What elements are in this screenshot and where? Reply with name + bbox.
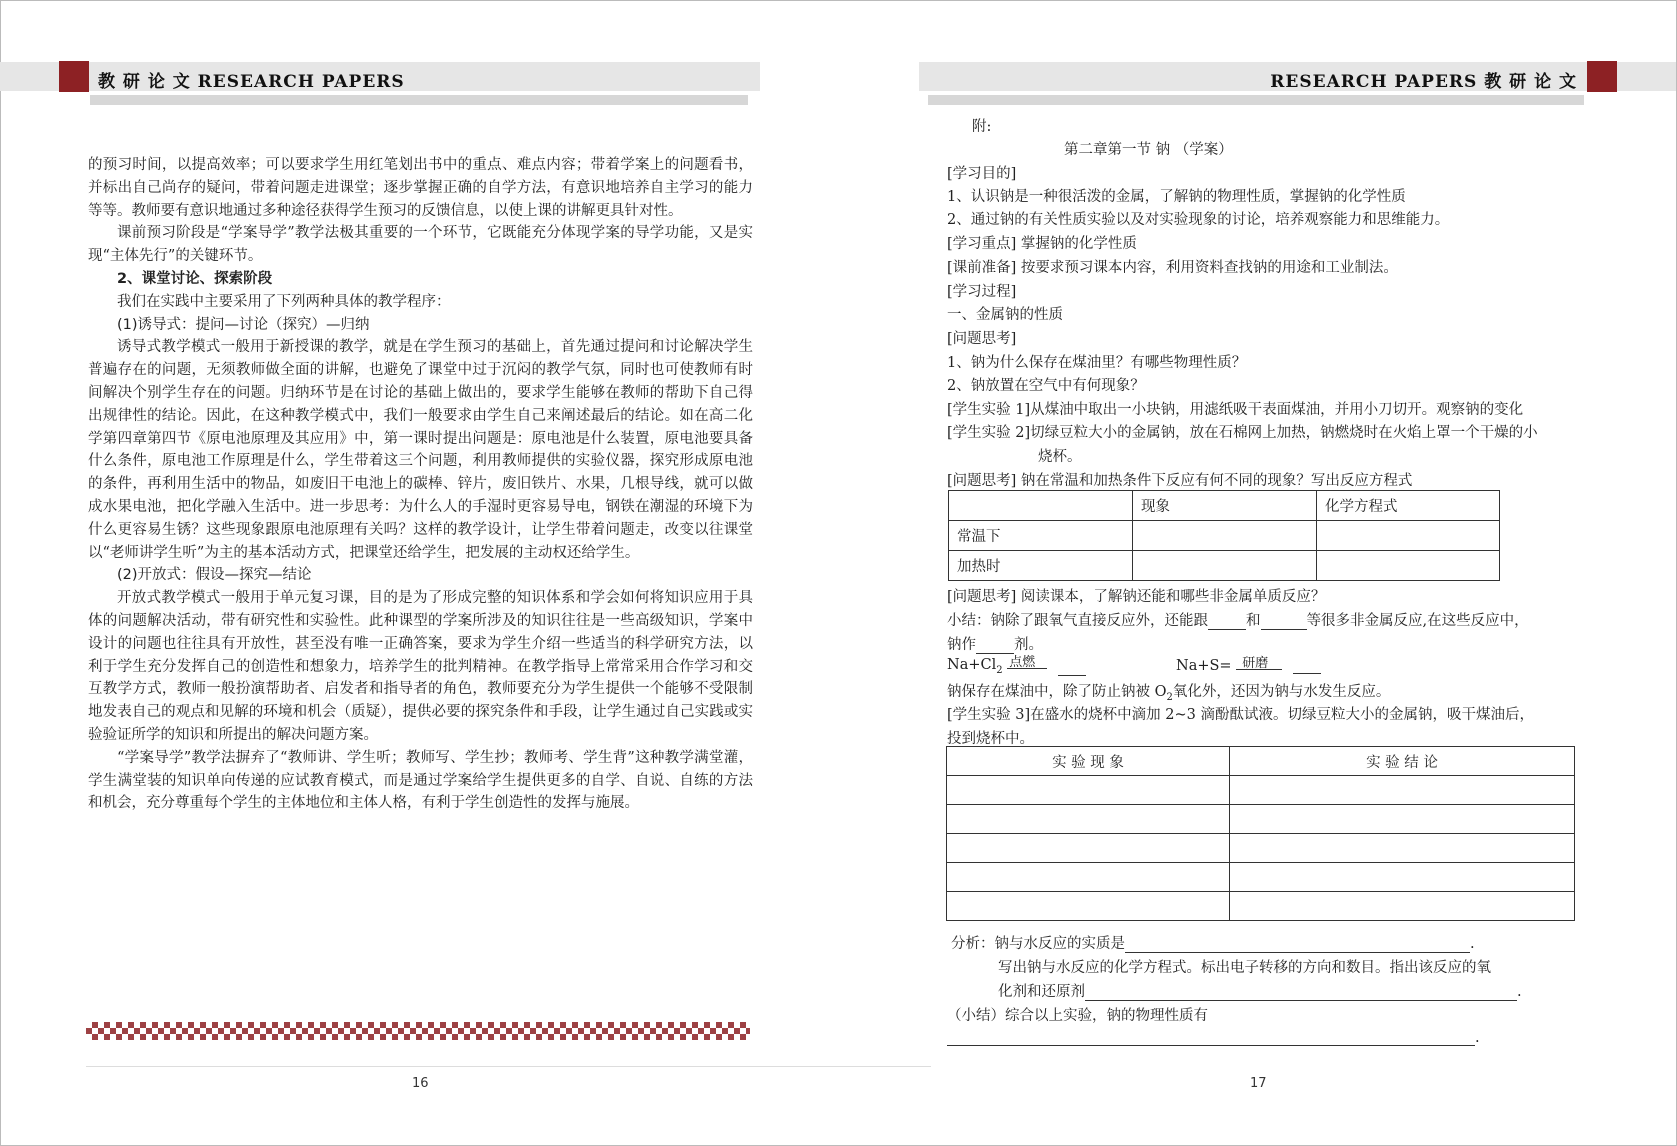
paragraph: 我们在实践中主要采用了下列两种具体的教学程序：	[117, 293, 451, 310]
experiment-3-cont: 投到烧杯中。	[947, 731, 1034, 747]
period: .	[1517, 984, 1522, 1000]
experiment-table	[946, 746, 1575, 921]
question-item: [问题思考] 阅读课本，了解钠还能和哪些非金属单质反应？	[947, 589, 1326, 605]
table-cell	[947, 863, 1230, 892]
table-cell	[1230, 805, 1575, 834]
summary-line	[947, 609, 1529, 630]
prep-line: [课前准备] 按要求预习课本内容，利用资料查找钠的用途和工业制法。	[947, 260, 1398, 276]
table-cell	[1230, 892, 1575, 921]
table-cell	[1317, 521, 1500, 551]
footer-rule	[86, 1066, 931, 1067]
paragraph: “学案导学”教学法摒弃了“教师讲、学生听；教师写、学生抄；教师考、学生背”这种教学满堂灌，学生满堂装的知识单向传递的应试教育模式，而是通过学案给学生提供更多的自学、自说、自练的方法和机会，充分尊重每个学生的主体地位和主体人格，有利于学生创造性的发挥与施展。	[88, 749, 753, 812]
paragraph: 开放式教学模式一般用于单元复习课，目的是为了形成完整的知识体系和学会如何将知识应用于具体的问题解决活动，带有研究性和实验性。此种课型的学案所涉及的知识往往是一些高级知识，学案中设计的问题也往往具有开放性，甚至没有唯一正确答案，要求为学生介绍一些适当的科学研究方法，以利于学生充分发挥自己的创造性和想象力，培养学生的批判精神。在教学指导上常常采用合作学习和交互教学方式，教师一般扮演帮助者、启发者和指导者的角色，教师要充分为学生提供一个能够不受限制地发表自己的观点和见解的环境和机会（质疑），提供必要的探究条件和手段，让学生通过自己实践或实验验证所学的知识和所提出的解决问题方案。	[88, 590, 753, 743]
summary-text: 钠作	[947, 637, 976, 653]
question-label: [问题思考]	[947, 331, 1017, 347]
table-cell	[947, 805, 1230, 834]
blank-line	[1125, 936, 1470, 953]
sub-heading: (1)诱导式：提问—讨论（探究）—归纳	[117, 316, 370, 333]
experiment-2-cont: 烧杯。	[1038, 449, 1082, 465]
table-cell	[947, 834, 1230, 863]
page-number-left: 16	[412, 1076, 429, 1091]
conclusion-line: （小结）综合以上实验，钠的物理性质有	[947, 1008, 1208, 1024]
paragraph: 诱导式教学模式一般用于新授课的教学，就是在学生预习的基础上，首先通过提问和讨论解决学生普遍存在的问题，无须教师做全面的讲解，也避免了课堂中过于沉闷的教学气氛，同时也可使教师有时间解决个别学生存在的问题。归纳环节是在讨论的基础上做出的，要求学生能够在教师的帮助下自己得出规律性的结论。因此，在这种教学模式中，我们一般要求由学生自己来阐述最后的结论。如在高二化学第四章第四节《原电池原理及其应用》中，第一课时提出问题是：原电池是什么装置，原电池要具备什么条件，原电池工作原理是什么，学生带着这三个问题，利用教师提供的实验仪器，探究形成原电池的条件，再利用生活中的物品，如废旧干电池上的碳棒、锌片，废旧铁片、水果，几根导线，就可以做成水果电池，把化学融入生活中。进一步思考：为什么人的手湿时更容易导电，钢铁在潮湿的环境下为什么更容易生锈？这些现象跟原电池原理有关吗？这样的教学设计，让学生带着问题走，改变以往课堂以“老师讲学生听”为主的基本活动方式，把课堂还给学生，把发展的主动权还给学生。	[88, 339, 753, 561]
reaction-condition	[1007, 655, 1047, 670]
goal-label: [学习目的]	[947, 166, 1017, 182]
page-frame-left	[0, 0, 1, 1146]
section-heading: 2、课堂讨论、探索阶段	[117, 270, 273, 287]
header-red-block-right	[1587, 61, 1617, 92]
header-rule-left	[90, 95, 748, 105]
header-title-right: RESEARCH PAPERS 教 研 论 文	[1270, 72, 1577, 92]
period: .	[1470, 936, 1475, 952]
table-header-cell	[949, 491, 1133, 521]
paragraph: 课前预习阶段是“学案导学”教学法极其重要的一个环节，它既能充分体现学案的导学功能，又是实现“主体先行”的关键环节。	[88, 225, 753, 265]
reaction-table	[948, 490, 1500, 581]
instruction-line: 写出钠与水反应的化学方程式。标出电子转移的方向和数目。指出该反应的氧	[998, 960, 1491, 976]
condition-label: 点燃	[1009, 655, 1036, 670]
summary-text: 等很多非金属反应,在这些反应中，	[1306, 613, 1529, 629]
equation-text: Na+Cl	[947, 657, 997, 673]
process-label: [学习过程]	[947, 284, 1017, 300]
blank-line	[1261, 613, 1307, 630]
table-row-label: 常温下	[949, 521, 1133, 551]
reaction-condition	[1236, 656, 1282, 671]
left-page-body	[88, 154, 753, 815]
goal-item: 1、认识钠是一种很活泼的金属，了解钠的物理性质，掌握钠的化学性质	[947, 189, 1406, 205]
table-cell	[1133, 551, 1317, 581]
blank-line	[1058, 659, 1086, 676]
period: .	[1475, 1030, 1480, 1046]
header-rule-right	[928, 95, 1584, 105]
section-title: 一、金属钠的性质	[947, 307, 1063, 323]
page-frame-top	[0, 0, 1677, 1]
analysis-line	[951, 932, 1475, 953]
goal-item: 2、通过钠的有关性质实验以及对实验现象的讨论，培养观察能力和思维能力。	[947, 212, 1450, 228]
table-row-label: 加热时	[949, 551, 1133, 581]
table-header-cell: 现象	[1133, 491, 1317, 521]
equation-1	[947, 657, 1086, 676]
experiment-1: [学生实验 1]从煤油中取出一小块钠，用滤纸吸干表面煤油，并用小刀切开。观察钠的变化	[947, 402, 1524, 418]
focus-line: [学习重点] 掌握钠的化学性质	[947, 236, 1137, 252]
appendix-label: 附:	[972, 119, 992, 135]
experiment-3: [学生实验 3]在盛水的烧杯中滴加 2~3 滴酚酞试液。切绿豆粒大小的金属钠，吸干煤油后，	[947, 707, 1534, 723]
paragraph: 的预习时间，以提高效率；可以要求学生用红笔划出书中的重点、难点内容；带着学案上的问题看书，并标出自己尚存的疑问，带着问题走进课堂；逐步掌握正确的自学方法，有意识地培养自主学习的能力等等。教师要有意识地通过多种途径获得学生预习的反馈信息，以使上课的讲解更具针对性。	[88, 157, 753, 219]
conclusion-blank	[947, 1029, 1480, 1046]
table-cell	[947, 892, 1230, 921]
header-title-left: 教 研 论 文 RESEARCH PAPERS	[98, 72, 405, 92]
chapter-title: 第二章第一节 钠 （学案）	[1064, 142, 1233, 158]
subscript: 2	[1166, 691, 1173, 703]
note-text: 氧化外，还因为钠与水发生反应。	[1172, 684, 1391, 700]
table-cell	[1317, 551, 1500, 581]
header-red-block-left	[59, 61, 89, 92]
summary-text: 剂。	[1014, 637, 1043, 653]
question-item: [问题思考] 钠在常温和加热条件下反应有何不同的现象？写出反应方程式	[947, 473, 1413, 489]
sub-heading: (2)开放式：假设—探究—结论	[117, 567, 312, 584]
table-cell	[947, 776, 1230, 805]
table-header-cell: 实 验 现 象	[947, 747, 1230, 776]
blank-line	[1293, 657, 1321, 674]
table-cell	[1230, 834, 1575, 863]
question-item: 2、钠放置在空气中有何现象？	[947, 378, 1145, 394]
question-item: 1、钠为什么保存在煤油里？有哪些物理性质？	[947, 355, 1247, 371]
page-number-right: 17	[1250, 1076, 1267, 1091]
table-cell	[1230, 776, 1575, 805]
storage-note	[947, 680, 1390, 703]
equation-2	[1176, 657, 1321, 674]
instruction-line	[998, 980, 1522, 1001]
blank-line	[1085, 984, 1517, 1001]
table-cell	[1230, 863, 1575, 892]
equation-text: Na+S=	[1176, 658, 1232, 674]
analysis-text: 分析：钠与水反应的实质是	[951, 936, 1125, 952]
table-cell	[1133, 521, 1317, 551]
subscript: 2	[996, 664, 1003, 676]
experiment-2: [学生实验 2]切绿豆粒大小的金属钠，放在石棉网上加热，钠燃烧时在火焰上罩一个干燥的小	[947, 425, 1538, 441]
condition-label: 研磨	[1242, 656, 1269, 671]
table-header-cell: 化学方程式	[1317, 491, 1500, 521]
instruction-text: 化剂和还原剂	[998, 984, 1085, 1000]
summary-text: 小结：钠除了跟氧气直接反应外，还能跟	[947, 613, 1208, 629]
note-text: 钠保存在煤油中，除了防止钠被 O	[947, 684, 1167, 700]
summary-text: 和	[1246, 613, 1261, 629]
blank-line	[947, 1029, 1475, 1046]
checker-decoration	[86, 1022, 750, 1040]
table-header-cell: 实 验 结 论	[1230, 747, 1575, 776]
blank-line	[1208, 613, 1246, 630]
